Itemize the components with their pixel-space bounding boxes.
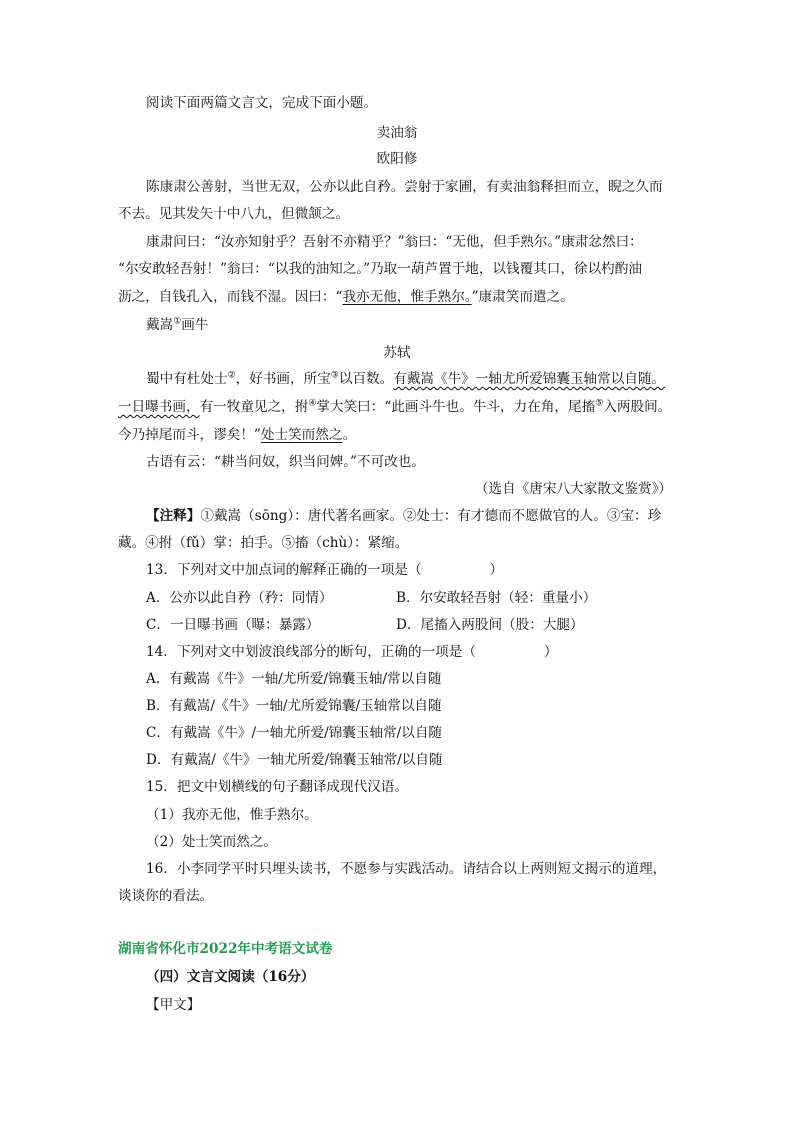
passage2-line [118, 398, 671, 416]
q15-sentence-1: （1）我亦无他，惟手熟尔。 [146, 807, 318, 823]
note-marker: ⑤ [595, 398, 604, 409]
intro-instruction: 阅读下面两篇文言文，完成下面小题。 [146, 95, 378, 111]
q13-option-a: A．公亦以此自矜（矜：同情） [146, 590, 333, 606]
text-run: 蜀中有杜处士 [146, 371, 228, 387]
q14-option-d: D．有戴嵩/《牛》一轴尤所爱/锦囊玉轴常/以自随 [146, 752, 443, 768]
question-16-stem: 16．小李同学平时只埋头读书，不愿参与实践活动。请结合以上两则短文揭示的道理， [146, 861, 667, 877]
passage2-line [118, 426, 356, 444]
text-run: 以百数。 [338, 371, 394, 387]
title-part: 戴嵩 [146, 317, 174, 333]
note-marker: ③ [330, 370, 339, 381]
underlined-sentence: 处士笑而然之 [260, 427, 343, 443]
source-citation: （选自《唐宋八大家散文鉴赏》） [474, 481, 672, 497]
passage1-title: 卖油翁 [376, 125, 418, 141]
question-15-stem: 15．把文中划横线的句子翻译成现代汉语。 [146, 779, 408, 795]
text-run: ”康肃笑而遣之。 [471, 289, 574, 305]
notes-line [146, 507, 661, 525]
question-14-stem: 14．下列对文中划波浪线部分的断句，正确的一项是（ ） [146, 644, 558, 660]
notes-text: ①戴嵩（sōng）：唐代著名画家。②处士：有才德而不愿做官的人。③宝：珍 [200, 508, 662, 524]
section-heading: （四）文言文阅读（16分） [146, 969, 315, 985]
q14-option-b: B．有戴嵩/《牛》一轴/尤所爱锦囊/玉轴常以自随 [146, 698, 442, 714]
question-13-stem: 13．下列对文中加点词的解释正确的一项是（ ） [146, 562, 504, 578]
q14-option-a: A．有戴嵩《牛》一轴/尤所爱/锦囊玉轴/常以自随 [146, 671, 442, 687]
text-run: 入两股间。 [603, 399, 672, 415]
text-run: 今乃掉尾而斗，谬矣！” [118, 427, 261, 443]
notes-line: 藏。④拊（fǔ）掌：拍手。⑤搐（chù）：紧缩。 [118, 535, 409, 551]
text-run: 掌大笑曰：“此画斗牛也。牛斗，力在角，尾搐 [316, 399, 596, 415]
text-run: 沥之，自钱孔入，而钱不湿。因曰：“ [118, 289, 343, 305]
notes-label: 【注释】 [146, 508, 201, 524]
q13-option-d: D．尾搐入两股间（股：大腿） [396, 617, 584, 633]
passage1-line: 陈康肃公善射，当世无双，公亦以此自矜。尝射于家圃，有卖油翁释担而立，睨之久而 [146, 179, 663, 195]
sub-heading: 【甲文】 [146, 997, 201, 1013]
text-run: 有一牧童见之，拊 [199, 399, 309, 415]
passage1-author: 欧阳修 [376, 151, 418, 167]
text-run: 。 [342, 427, 357, 443]
note-marker: ① [173, 316, 182, 327]
text-run: ，好书画，所宝 [235, 371, 331, 387]
passage2-line: 古语有云：“耕当问奴，织当问婢。”不可改也。 [146, 454, 425, 470]
note-marker: ④ [308, 398, 317, 409]
passage1-line [118, 288, 574, 306]
next-exam-heading: 湖南省怀化市2022年中考语文试卷 [118, 941, 333, 957]
passage1-line: 不去。见其发矢十中八九，但微颔之。 [118, 206, 350, 222]
q15-sentence-2: （2）处士笑而然之。 [146, 834, 277, 850]
q13-option-c: C．一日曝书画（曝：暴露） [146, 617, 320, 633]
wavy-underlined-text: 一日曝书画， [118, 399, 200, 415]
passage2-author: 苏轼 [383, 345, 411, 361]
underlined-sentence: 我亦无他，惟手熟尔。 [342, 289, 472, 305]
note-marker: ② [227, 370, 236, 381]
passage2-line [146, 370, 665, 388]
passage1-line: 康肃问曰：“汝亦知射乎？吾射不亦精乎？”翁曰：“无他，但手熟尔。”康肃忿然曰： [146, 234, 643, 250]
passage1-line: “尔安敢轻吾射！”翁曰：“以我的油知之。”乃取一葫芦置于地，以钱覆其口，徐以杓酌油 [118, 261, 642, 277]
wavy-underlined-text: 有戴嵩《牛》一轴尤所爱锦囊玉轴常以自随。 [393, 371, 666, 387]
passage2-title [146, 316, 208, 334]
q14-option-c: C．有戴嵩《牛》/一轴尤所爱/锦囊玉轴常/以自随 [146, 725, 443, 741]
title-part: 画牛 [181, 317, 209, 333]
question-16-stem-cont: 谈谈你的看法。 [118, 888, 214, 904]
q13-option-b: B．尔安敢轻吾射（轻：重量小） [396, 590, 597, 606]
